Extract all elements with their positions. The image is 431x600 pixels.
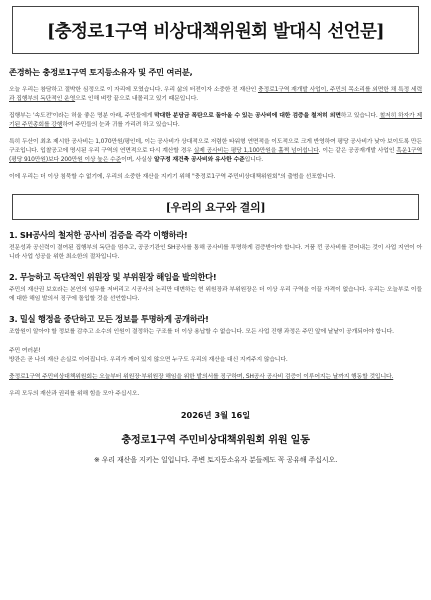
document-date: 2026년 3월 16일 [180,410,251,420]
closing-paragraph-3: 우리 모두의 재산과 권리를 위해 힘을 모아 주십시오. [9,391,140,397]
intro-text: 오늘 우리는 참담하고 절박한 심정으로 이 자리에 모였습니다. 우리 삶의 터전이자 소중한 전 재산인 [9,87,258,93]
intro-text: 이며, 사실상 [121,157,154,163]
intro-bold-text: 막대한 분담금 폭탄으로 돌아올 수 있는 공사비에 대한 검증을 철저히 외면 [154,113,341,119]
intro-paragraph-4: 이에 우리는 더 이상 침묵할 수 없기에, 우리의 소중한 재산을 지키기 위해 "충정로1구역 주민비상대책위원회"의 출범을 선포합니다. [9,174,336,180]
demand-1-heading: 1. SH공사의 철저한 공사비 검증을 즉각 이행하라! [9,230,188,240]
demand-2-body: 주민의 재산권 보호라는 본연의 임무를 저버리고 시공사의 논리만 대변하는 현 위원장과 부위원장은 더 이상 우리 구역을 이끌 자격이 없습니다. 우리는 오늘부로 이들에 대한 해임 발의서 징구에 돌입할 것을 선언합니다. [9,287,422,302]
closing-text: 방관은 곧 나의 재산 손실로 이어집니다. 우리가 깨어 있지 않으면 누구도 우리의 재산을 대신 지켜주지 않습니다. [9,357,288,363]
intro-paragraph-2 [9,112,422,130]
intro-text: 으로 인해 벼랑 끝으로 내몰리고 있기 때문입니다. [75,96,198,102]
section-title: [우리의 요구와 결의] [12,194,419,220]
signature: 충정로1구역 주민비상대책위원회 위원 일동 [121,435,310,446]
demand-3-heading: 3. 밀실 행정을 중단하고 모든 정보를 투명하게 공개하라! [9,314,209,324]
intro-text: 특히 두산이 최초 제시한 공사비는 1,070만원/평인데, 이는 공사비가 상대적으로 저렴한 타워형 연면적을 이도적으로 크게 반영하여 평당 공사비가 낮아 보이도록 만든 구조입니다. 입찰공고에 명시된 우리 구역의 연면적으로 다시 계산할 경우 [9,139,422,154]
footnote: ※ 우리 재산을 지키는 일입니다. 주변 토지등소유자 분들께도 꼭 공유해 주십시오. [93,455,338,464]
intro-underlined-text: 철저히 하자가 제기된 주민총회를 강행 [9,113,422,128]
closing-exclamation: 주민 여러분! [9,348,41,354]
intro-underlined-text: 충정로1구역 재개발 사업이, 주민의 목소리를 외면한 채 특정 세력과 집행부의 독단적인 운영 [9,87,423,102]
intro-bold-text: 알구정 재건축 공사비와 유사한 수준 [153,157,245,163]
intro-text: 입니다. [244,157,263,163]
demand-3-body: 조합원이 알아야 할 정보를 감추고 소수의 인원이 결정하는 구조를 더 이상 용납할 수 없습니다. 모든 사업 진행 과정은 주민 앞에 낱낱이 공개되어야 합니다. [9,329,394,335]
intro-paragraph-1 [9,86,422,104]
intro-text: 집행부는 '속도전'이라는 허울 좋은 명분 아래, 주민들에게 [9,113,155,119]
intro-underlined-text: 흑운1구역(평당 910만원)보다 200만원 이상 높은 수준 [9,148,423,163]
greeting: 존경하는 충정로1구역 토지등소유자 및 주민 여러분, [9,67,193,77]
intro-paragraph-3 [9,138,422,165]
demand-1-body: 전문성과 공신력이 결여된 집행부의 독단을 멈추고, 공공기관인 SH공사를 통해 공사비를 투명하게 검증받아야 합니다. 거품 낀 공사비를 걷어내는 것이 사업 지연이 아니라 사업 성공을 위한 최소한의 절차입니다. [9,245,422,260]
demand-2-heading: 2. 무능하고 독단적인 위원장 및 부위원장 해임을 발의한다! [9,272,217,282]
intro-underlined-text: 실제 공사비는 평당 1,100만원을 훌쩍 넘어섭니다 [193,148,319,154]
closing-paragraph-2: 충정로1구역 주민비상대책위원회는 오늘부터 위원장·부위원장 해임을 위한 발의서를 징구하며, SH공사 공사비 검증이 이루어지는 날까지 행동할 것입니다. [9,374,394,380]
intro-text: 하여 주민들의 눈과 귀를 가리려 하고 있습니다. [62,122,180,128]
intro-text: . 이는 같은 공공재개발 사업인 [318,148,397,154]
intro-text: 하고 있습니다. [340,113,380,119]
document-title: [충정로1구역 비상대책위원회 발대식 선언문] [12,6,419,54]
closing-paragraph-1 [9,347,422,365]
